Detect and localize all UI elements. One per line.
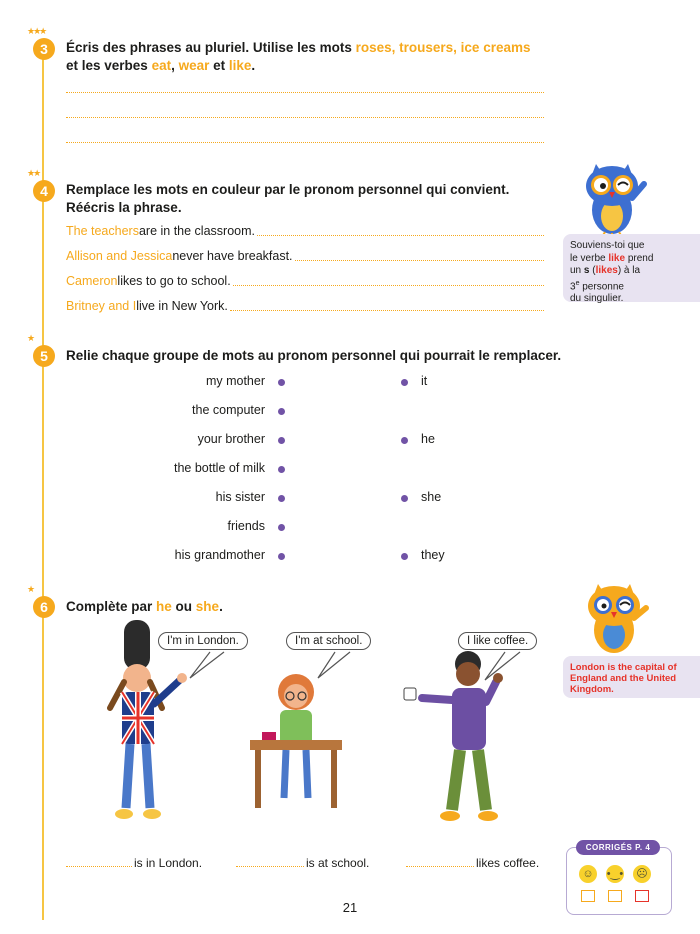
- match-dot-left[interactable]: [278, 524, 285, 531]
- match-left-item: the computer: [192, 403, 265, 417]
- match-dot-right[interactable]: [401, 553, 408, 560]
- owl-mascot-icon: [578, 158, 650, 238]
- sad-face-icon: ☹: [633, 865, 651, 883]
- match-dot-left[interactable]: [278, 495, 285, 502]
- difficulty-stars: ★: [27, 333, 34, 343]
- match-dot-right[interactable]: [401, 437, 408, 444]
- match-dot-right[interactable]: [401, 495, 408, 502]
- match-left-item: his sister: [215, 490, 265, 504]
- fill-answer[interactable]: likes coffee.: [406, 856, 539, 870]
- exercise-5-instruction: Relie chaque groupe de mots au pronom personnel qui pourrait le remplacer.: [66, 348, 562, 363]
- rewrite-sentence[interactable]: The teachers are in the classroom.: [66, 223, 544, 239]
- speech-bubble: I like coffee.: [458, 632, 537, 650]
- match-dot-left[interactable]: [278, 437, 285, 444]
- match-dot-left[interactable]: [278, 553, 285, 560]
- answer-line[interactable]: [66, 117, 544, 118]
- happy-face-icon: ☺: [579, 865, 597, 883]
- match-right-pronoun: it: [421, 374, 428, 388]
- match-right-pronoun: she: [421, 490, 442, 504]
- character-illustrations: [100, 620, 560, 830]
- match-dot-right[interactable]: [401, 379, 408, 386]
- rewrite-sentence[interactable]: Cameron likes to go to school.: [66, 273, 544, 289]
- match-left-item: your brother: [197, 432, 265, 446]
- difficulty-stars: ★★★: [27, 26, 46, 36]
- rewrite-sentence[interactable]: Britney and I live in New York.: [66, 298, 544, 314]
- match-dot-left[interactable]: [278, 408, 285, 415]
- neutral-face-icon: •‿•: [606, 865, 624, 883]
- rewrite-sentence[interactable]: Allison and Jessica never have breakfast.: [66, 248, 544, 264]
- match-dot-left[interactable]: [278, 466, 285, 473]
- speech-bubble: I'm in London.: [158, 632, 248, 650]
- match-right-pronoun: he: [421, 432, 435, 446]
- margin-line: [42, 40, 44, 920]
- difficulty-stars: ★★: [27, 168, 40, 178]
- tip-box: Souviens-toi que le verbe like prend un s (likes) à la 3e personne du singulier.: [563, 234, 700, 302]
- exercise-6-instruction: Complète par he ou she.: [66, 599, 223, 614]
- owl-mascot-icon: [580, 578, 650, 656]
- tip-box: London is the capital of England and the United Kingdom.: [563, 656, 700, 698]
- answer-line[interactable]: [66, 92, 544, 93]
- corriges-label: CORRIGÉS P. 4: [576, 840, 660, 855]
- match-left-item: his grandmother: [174, 548, 265, 562]
- match-left-item: my mother: [205, 374, 265, 388]
- exercise-3-instruction: Écris des phrases au pluriel. Utilise les mots roses, trousers, ice creams et les verbes eat, wear et like.: [66, 40, 531, 73]
- page-number: 21: [342, 900, 358, 915]
- exercise-number-badge: 3: [33, 38, 55, 60]
- fill-answer[interactable]: is in London.: [66, 856, 202, 870]
- speech-bubble: I'm at school.: [286, 632, 371, 650]
- exercise-number-badge: 6: [33, 596, 55, 618]
- difficulty-stars: ★: [27, 584, 34, 594]
- exercise-number-badge: 5: [33, 345, 55, 367]
- match-right-pronoun: they: [421, 548, 445, 562]
- match-dot-left[interactable]: [278, 379, 285, 386]
- exercise-4-instruction: Remplace les mots en couleur par le pronom personnel qui convient. Réécris la phrase.: [66, 182, 510, 215]
- match-left-item: friends: [227, 519, 265, 533]
- answer-line[interactable]: [66, 142, 544, 143]
- fill-answer[interactable]: is at school.: [236, 856, 369, 870]
- exercise-number-badge: 4: [33, 180, 55, 202]
- match-left-item: the bottle of milk: [173, 461, 265, 475]
